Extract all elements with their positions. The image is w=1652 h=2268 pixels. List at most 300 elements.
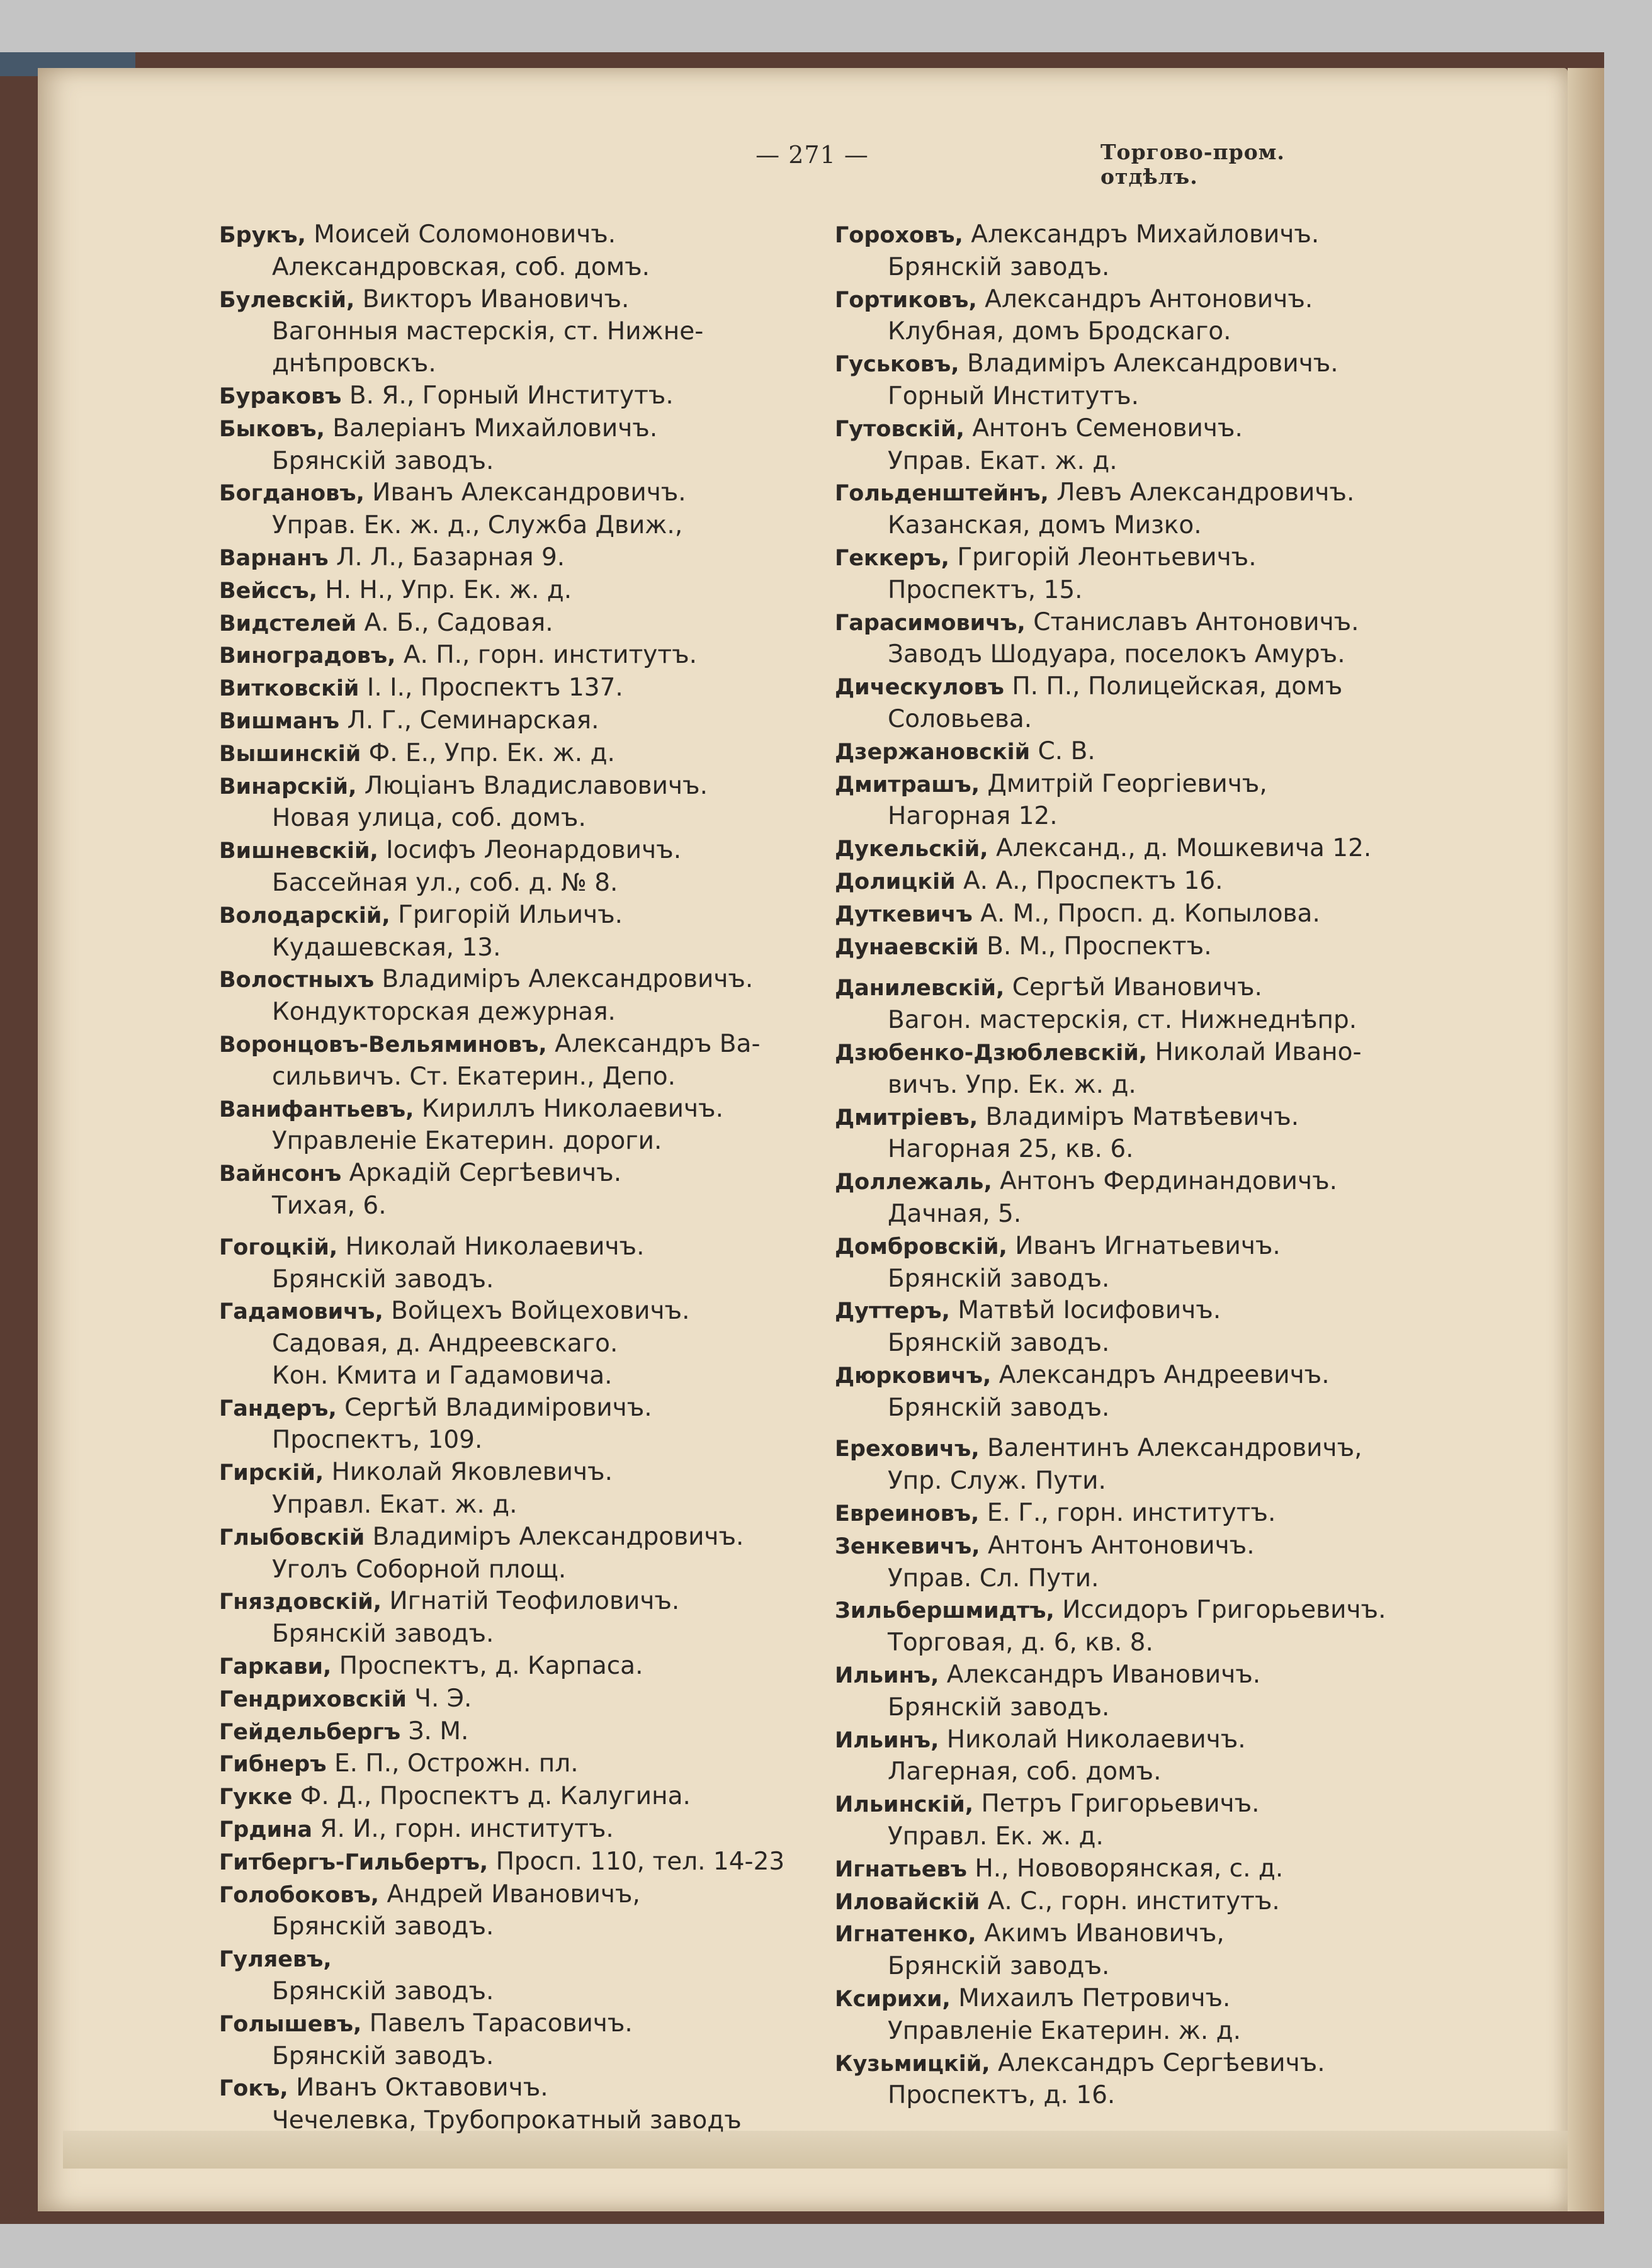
- right-column: [835, 219, 1458, 2112]
- entry-details: Иссидоръ Григорьевичъ.: [1054, 1596, 1386, 1625]
- entry-details: Сергѣй Ивановичъ.: [1004, 973, 1262, 1002]
- entry-address-line: Кондукторская дежурная.: [272, 998, 616, 1027]
- entry-first-line: [219, 284, 823, 317]
- entry-first-line: [219, 1716, 823, 1749]
- directory-entry: [835, 607, 1458, 672]
- entry-details: А. С., горн. институтъ.: [980, 1887, 1280, 1915]
- entry-first-line: [835, 1983, 1458, 2016]
- entry-details: Петръ Григорьевичъ.: [973, 1790, 1260, 1819]
- entry-address-line: Брянскій заводъ.: [272, 1977, 494, 2006]
- entry-surname: Голышевъ,: [219, 2011, 362, 2037]
- entry-surname: Гейдельбергъ: [219, 1719, 401, 1745]
- entry-first-line: [835, 607, 1458, 640]
- entry-details: Николай Николаевичъ.: [337, 1232, 645, 1261]
- entry-address-line: Брянскій заводъ.: [888, 1329, 1110, 1358]
- entry-surname: Гольденштейнъ,: [835, 481, 1049, 507]
- entry-first-line: [219, 477, 823, 510]
- entry-details: Іосифъ Леонардовичъ.: [378, 836, 682, 865]
- entry-first-line: [835, 1102, 1458, 1134]
- entry-surname: Зенкевичъ,: [835, 1533, 980, 1559]
- entry-surname: Дмитріевъ,: [835, 1105, 978, 1131]
- directory-entry: [835, 2048, 1458, 2113]
- entry-first-line: [835, 1295, 1458, 1328]
- entry-surname: Дзержановскій: [835, 739, 1031, 765]
- entry-surname: Вайнсонъ: [219, 1161, 342, 1187]
- entry-details: Л. Г., Семинарская.: [339, 706, 599, 735]
- directory-entry: [219, 2008, 823, 2073]
- entry-address-line: Брянскій заводъ.: [272, 1912, 494, 1941]
- entry-first-line: [835, 1530, 1458, 1563]
- directory-entry: [219, 640, 823, 672]
- entry-details: Николай Яковлевичъ.: [324, 1458, 613, 1487]
- entry-details: Владиміръ Матвѣевичъ.: [978, 1102, 1299, 1131]
- entry-first-line: [219, 1814, 823, 1846]
- entry-address-line: Брянскій заводъ.: [272, 1265, 494, 1294]
- entry-address-line: Управл. Ек. ж. д.: [888, 1822, 1104, 1851]
- directory-entry: [219, 575, 823, 607]
- entry-details: А. А., Проспектъ 16.: [955, 866, 1223, 895]
- entry-surname: Дуттеръ,: [835, 1299, 950, 1324]
- directory-entry: [835, 898, 1458, 931]
- entry-surname: Данилевскій,: [835, 976, 1005, 1001]
- entry-address-line: Лагерная, соб. домъ.: [888, 1757, 1162, 1786]
- entry-address-line: Управ. Сл. Пути.: [888, 1564, 1099, 1593]
- entry-details: Левъ Александровичъ.: [1048, 478, 1355, 507]
- directory-entry: [219, 1457, 823, 1521]
- entry-details: Акимъ Ивановичъ,: [976, 1919, 1225, 1948]
- entry-first-line: [835, 1918, 1458, 1951]
- entry-first-line: [219, 1650, 823, 1683]
- entry-surname: Дмитрашъ,: [835, 772, 980, 798]
- entry-surname: Долицкій: [835, 869, 956, 894]
- entry-surname: Гутовскій,: [835, 416, 965, 442]
- entry-first-line: [219, 1781, 823, 1814]
- entry-address-line: Управленіе Екатерин. дороги.: [272, 1127, 662, 1156]
- entry-first-line: [219, 640, 823, 672]
- entry-address-line: Соловьева.: [888, 704, 1032, 733]
- entry-first-line: [219, 1683, 823, 1716]
- entry-surname: Дукельскій,: [835, 837, 988, 862]
- directory-entry: [835, 1231, 1458, 1295]
- directory-entry: [835, 1983, 1458, 2048]
- entry-surname: Гуляевъ,: [219, 1947, 332, 1973]
- entry-details: А. П., горн. институтъ.: [395, 641, 698, 670]
- entry-address-line: Александровская, соб. домъ.: [272, 252, 650, 281]
- entry-address-line: Брянскій заводъ.: [888, 1264, 1110, 1293]
- entry-first-line: [219, 1029, 823, 1061]
- directory-entry: [835, 1433, 1458, 1498]
- entry-first-line: [219, 1943, 823, 1976]
- entry-details: Андрей Ивановичъ,: [379, 1880, 640, 1909]
- entry-surname: Гуськовъ,: [835, 352, 959, 378]
- entry-surname: Гендриховскій: [219, 1686, 407, 1712]
- entry-details: Просп. 110, тел. 14-23: [488, 1847, 785, 1876]
- entry-details: Проспектъ, д. Карпаса.: [331, 1652, 643, 1681]
- entry-first-line: [835, 219, 1458, 252]
- entry-details: Я. И., горн. институтъ.: [312, 1815, 614, 1844]
- directory-entry: [835, 348, 1458, 413]
- entry-surname: Видстелей: [219, 611, 357, 636]
- entry-address-line: Горный Институтъ.: [888, 381, 1140, 410]
- entry-details: Войцехъ Войцеховичъ.: [383, 1297, 690, 1326]
- entry-first-line: [835, 1498, 1458, 1530]
- entry-details: Владиміръ Александровичъ.: [365, 1522, 744, 1551]
- directory-entry: [835, 833, 1458, 866]
- directory-entry: [219, 1158, 823, 1222]
- directory-entry: [219, 1392, 823, 1457]
- entry-address-line: Чечелевка, Трубопрокатный заводъ: [272, 2106, 742, 2135]
- entry-address-line: Новая улица, соб. домъ.: [272, 804, 586, 833]
- directory-entry: [219, 477, 823, 542]
- entry-surname: Гаркави,: [219, 1654, 332, 1680]
- directory-entry: [835, 931, 1458, 964]
- entry-address-line: Упр. Служ. Пути.: [888, 1467, 1106, 1496]
- entry-surname: Брукъ,: [219, 223, 306, 248]
- entry-details: Н. Н., Упр. Ек. ж. д.: [317, 575, 572, 604]
- entry-surname: Володарскій,: [219, 903, 390, 928]
- entry-surname: Гарасимовичъ,: [835, 610, 1026, 636]
- directory-entry: [835, 1037, 1458, 1102]
- entry-details: Иванъ Александровичъ.: [364, 478, 686, 507]
- entry-address-line: сильвичъ. Ст. Екатерин., Депо.: [272, 1062, 676, 1091]
- entry-address-line: Торговая, д. 6, кв. 8.: [888, 1628, 1153, 1657]
- entry-surname: Ксирихи,: [835, 1987, 951, 2012]
- directory-entry: [219, 738, 823, 770]
- entry-details: І. І., Проспектъ 137.: [359, 674, 623, 702]
- entry-details: Е. Г., горн. институтъ.: [979, 1499, 1276, 1528]
- entry-address-line: Управл. Екат. ж. д.: [272, 1491, 518, 1520]
- entry-details: Ф. Д., Проспектъ д. Калугина.: [292, 1782, 691, 1811]
- entry-surname: Гокъ,: [219, 2076, 288, 2102]
- directory-entry: [219, 1650, 823, 1683]
- entry-surname: Бураковъ: [219, 383, 342, 409]
- entry-first-line: [219, 1586, 823, 1618]
- entry-surname: Зильбершмидтъ,: [835, 1598, 1055, 1624]
- entry-surname: Ванифантьевъ,: [219, 1097, 414, 1122]
- entry-first-line: [835, 1594, 1458, 1627]
- directory-entry: [219, 1781, 823, 1814]
- left-column: [219, 219, 823, 2137]
- entry-details: Антонъ Семеновичъ.: [964, 414, 1243, 443]
- entry-details: Е. П., Острожн. пл.: [326, 1749, 579, 1778]
- entry-address-line: Кудашевская, 13.: [272, 933, 501, 962]
- entry-first-line: [835, 898, 1458, 931]
- entry-first-line: [835, 1659, 1458, 1692]
- directory-entry: [219, 705, 823, 738]
- entry-first-line: [219, 900, 823, 932]
- directory-entry: [219, 1029, 823, 1093]
- entry-first-line: [835, 866, 1458, 898]
- entry-details: Иванъ Игнатьевичъ.: [1007, 1231, 1281, 1260]
- entry-address-line: Клубная, домъ Бродскаго.: [888, 317, 1231, 346]
- entry-first-line: [219, 2072, 823, 2105]
- entry-surname: Геккеръ,: [835, 545, 949, 571]
- directory-entry: [835, 1918, 1458, 1983]
- entry-details: С. В.: [1030, 736, 1095, 765]
- directory-entry: [835, 477, 1458, 542]
- entry-surname: Игнатенко,: [835, 1922, 976, 1948]
- entry-first-line: [219, 607, 823, 640]
- entry-details: Григорій Леонтьевичъ.: [949, 543, 1257, 572]
- directory-entry: [219, 284, 823, 380]
- entry-first-line: [219, 2008, 823, 2041]
- entry-details: Матвѣй Іосифовичъ.: [949, 1296, 1221, 1325]
- entry-first-line: [835, 1886, 1458, 1919]
- directory-entry: [835, 1295, 1458, 1360]
- entry-surname: Вейссъ,: [219, 578, 318, 604]
- directory-entry: [219, 900, 823, 964]
- entry-first-line: [219, 380, 823, 413]
- entry-surname: Вишневскій,: [219, 838, 378, 864]
- entry-surname: Дуткевичъ: [835, 901, 973, 927]
- entry-first-line: [219, 672, 823, 705]
- entry-details: Николай Ивано-: [1147, 1037, 1362, 1066]
- entry-surname: Грдина: [219, 1817, 312, 1843]
- entry-details: В. Я., Горный Институтъ.: [341, 381, 674, 410]
- entry-address-line: Брянскій заводъ.: [272, 1620, 494, 1649]
- entry-first-line: [835, 2048, 1458, 2080]
- entry-surname: Булевскій,: [219, 287, 355, 313]
- entry-first-line: [835, 1231, 1458, 1263]
- entry-details: Михаилъ Петровичъ.: [950, 1984, 1231, 2013]
- entry-surname: Глыбовскій: [219, 1525, 365, 1550]
- entry-details: Сергѣй Владиміровичъ.: [336, 1393, 652, 1422]
- entry-first-line: [835, 972, 1458, 1005]
- directory-entry: [219, 1093, 823, 1158]
- entry-details: Валеріанъ Михайловичъ.: [324, 414, 658, 443]
- directory-entry: [219, 542, 823, 575]
- entry-address-line: Брянскій заводъ.: [888, 1952, 1110, 1981]
- entry-details: Ч. Э.: [406, 1684, 472, 1713]
- entry-surname: Игнатьевъ: [835, 1856, 967, 1882]
- entry-first-line: [219, 1158, 823, 1190]
- entry-surname: Воронцовъ-Вельяминовъ,: [219, 1032, 547, 1058]
- directory-entry: [219, 219, 823, 284]
- directory-entry: [835, 1853, 1458, 1886]
- entry-address-line: Заводъ Шодуара, поселокъ Амуръ.: [888, 640, 1345, 669]
- entry-surname: Голобоковъ,: [219, 1882, 380, 1908]
- entry-details: Станиславъ Антоновичъ.: [1025, 607, 1359, 636]
- entry-first-line: [219, 1748, 823, 1781]
- directory-entry: [219, 1943, 823, 2008]
- page-edges: [1568, 68, 1604, 2211]
- entry-details: Аркадій Сергѣевичъ.: [341, 1159, 622, 1188]
- entry-details: В. М., Проспектъ.: [978, 932, 1212, 961]
- entry-details: Александръ Ивановичъ.: [939, 1661, 1261, 1690]
- directory-entry: [219, 964, 823, 1029]
- directory-entry: [219, 413, 823, 478]
- directory-entry: [835, 1788, 1458, 1853]
- entry-surname: Варнанъ: [219, 545, 329, 571]
- directory-entry: [835, 1659, 1458, 1724]
- entry-first-line: [219, 1521, 823, 1554]
- entry-surname: Витковскій: [219, 676, 359, 702]
- entry-surname: Кузьмицкій,: [835, 2051, 990, 2077]
- entry-address-line: Брянскій заводъ.: [272, 2041, 494, 2070]
- entry-details: Игнатій Теофиловичъ.: [382, 1587, 680, 1616]
- section-title: Торгово-пром. отдѣлъ.: [1100, 140, 1285, 189]
- entry-details: А. М., Просп. д. Копылова.: [972, 899, 1320, 928]
- entry-surname: Гогоцкій,: [219, 1234, 338, 1260]
- entry-first-line: [835, 769, 1458, 801]
- entry-first-line: [219, 1093, 823, 1126]
- directory-entry: [219, 1846, 823, 1879]
- entry-first-line: [835, 1853, 1458, 1886]
- entry-first-line: [835, 1433, 1458, 1465]
- entry-first-line: [835, 1360, 1458, 1392]
- entry-surname: Вышинскій: [219, 741, 361, 767]
- entry-surname: Быковъ,: [219, 416, 325, 442]
- entry-surname: Гитбергъ-Гильбертъ,: [219, 1849, 489, 1875]
- entry-address-line: Управ. Ек. ж. д., Служба Движ.,: [272, 511, 683, 540]
- entry-first-line: [219, 1231, 823, 1264]
- entry-address-line: Вагонныя мастерскія, ст. Нижне-: [272, 317, 704, 346]
- entry-address-line: Уголъ Соборной площ.: [272, 1555, 567, 1584]
- entry-details: Александръ Сергѣевичъ.: [990, 2048, 1325, 2077]
- directory-entry: [835, 542, 1458, 607]
- entry-address-line: Садовая, д. Андреевскаго.: [272, 1329, 618, 1358]
- entry-details: Александръ Михайловичъ.: [963, 220, 1320, 249]
- entry-surname: Гукке: [219, 1785, 293, 1810]
- directory-entry: [835, 1530, 1458, 1595]
- directory-entry: [219, 2072, 823, 2137]
- directory-entry: [219, 380, 823, 413]
- directory-entry: [835, 1102, 1458, 1166]
- directory-entry: [219, 1716, 823, 1749]
- entry-address-line: Проспектъ, 109.: [272, 1426, 483, 1455]
- entry-details: Люціанъ Владиславовичъ.: [356, 771, 708, 800]
- entry-surname: Гандеръ,: [219, 1396, 337, 1421]
- entry-first-line: [219, 738, 823, 770]
- entry-surname: Вишманъ: [219, 708, 340, 734]
- directory-entry: [219, 672, 823, 705]
- directory-entry: [835, 219, 1458, 284]
- entry-surname: Ереховичъ,: [835, 1436, 980, 1462]
- entry-surname: Ильинъ,: [835, 1727, 939, 1753]
- entry-first-line: [835, 1724, 1458, 1757]
- directory-entry: [835, 1166, 1458, 1231]
- letter-gap: [219, 1222, 823, 1231]
- entry-first-line: [219, 1879, 823, 1912]
- entry-details: А. Б., Садовая.: [356, 608, 553, 637]
- directory-entry: [219, 1295, 823, 1392]
- directory-entry: [835, 866, 1458, 898]
- entry-surname: Иловайскій: [835, 1889, 980, 1915]
- directory-entry: [219, 770, 823, 835]
- entry-address-line: Кон. Кмита и Гадамовича.: [272, 1361, 613, 1390]
- directory-entry: [835, 284, 1458, 349]
- entry-first-line: [219, 964, 823, 996]
- entry-first-line: [219, 705, 823, 738]
- entry-surname: Ильинскій,: [835, 1792, 974, 1818]
- entry-first-line: [219, 770, 823, 803]
- entry-surname: Гибнеръ: [219, 1752, 327, 1778]
- entry-first-line: [835, 284, 1458, 317]
- directory-entry: [835, 413, 1458, 478]
- directory-entry: [835, 769, 1458, 833]
- entry-surname: Евреиновъ,: [835, 1501, 980, 1527]
- entry-first-line: [219, 575, 823, 607]
- entry-address-line: Брянскій заводъ.: [888, 1693, 1110, 1722]
- entry-first-line: [835, 1788, 1458, 1821]
- entry-first-line: [835, 833, 1458, 866]
- entry-first-line: [219, 542, 823, 575]
- entry-details: Павелъ Тарасовичъ.: [361, 2009, 633, 2038]
- entry-surname: Гняздовскій,: [219, 1589, 382, 1615]
- entry-first-line: [219, 219, 823, 252]
- entry-first-line: [219, 413, 823, 446]
- entry-address-line: Дачная, 5.: [888, 1199, 1022, 1228]
- entry-details: Л. Л., Базарная 9.: [328, 543, 565, 572]
- directory-entry: [835, 1360, 1458, 1425]
- entry-surname: Домбровскій,: [835, 1234, 1007, 1260]
- entry-first-line: [835, 1166, 1458, 1199]
- directory-entry: [835, 1886, 1458, 1919]
- entry-address-line: Нагорная 12.: [888, 802, 1058, 831]
- entry-details: Валентинъ Александровичъ,: [979, 1434, 1362, 1463]
- entry-first-line: [835, 931, 1458, 964]
- page-number: — 271 —: [755, 141, 869, 169]
- directory-entry: [835, 972, 1458, 1037]
- entry-address-line: днѣпровскъ.: [272, 349, 436, 378]
- entry-first-line: [835, 1037, 1458, 1069]
- entry-details: Владиміръ Александровичъ.: [374, 965, 754, 994]
- directory-entry: [219, 1231, 823, 1296]
- entry-surname: Гороховъ,: [835, 223, 963, 248]
- entry-surname: Гирскій,: [219, 1460, 324, 1486]
- directory-entry: [835, 736, 1458, 769]
- entry-details: Николай Николаевичъ.: [939, 1725, 1246, 1754]
- directory-entry: [835, 671, 1458, 736]
- entry-first-line: [219, 835, 823, 867]
- directory-entry: [219, 1814, 823, 1846]
- entry-first-line: [835, 348, 1458, 381]
- entry-surname: Дунаевскій: [835, 934, 979, 960]
- entry-surname: Гадамовичъ,: [219, 1299, 383, 1325]
- entry-first-line: [219, 1295, 823, 1328]
- entry-details: З. М.: [400, 1717, 469, 1746]
- entry-surname: Дюрковичъ,: [835, 1363, 992, 1389]
- entry-first-line: [835, 477, 1458, 510]
- entry-address-line: Проспектъ, 15.: [888, 575, 1083, 604]
- entry-first-line: [835, 413, 1458, 446]
- entry-address-line: Вагон. мастерскія, ст. Нижнеднѣпр.: [888, 1006, 1357, 1035]
- entry-details: Александръ Андреевичъ.: [991, 1360, 1330, 1389]
- entry-first-line: [835, 736, 1458, 769]
- directory-entry: [219, 1879, 823, 1944]
- entry-address-line: Управленіе Екатерин. ж. д.: [888, 2016, 1242, 2045]
- entry-address-line: Брянскій заводъ.: [888, 1393, 1110, 1422]
- entry-surname: Ильинъ,: [835, 1663, 939, 1689]
- entry-details: Кириллъ Николаевичъ.: [414, 1094, 724, 1123]
- entry-surname: Гортиковъ,: [835, 287, 977, 313]
- entry-first-line: [219, 1846, 823, 1879]
- entry-details: Моисей Соломоновичъ.: [305, 220, 616, 249]
- entry-surname: Дическуловъ: [835, 675, 1004, 701]
- entry-surname: Дзюбенко-Дзюблевскій,: [835, 1040, 1148, 1066]
- entry-details: Александръ Антоновичъ.: [976, 285, 1313, 313]
- entry-first-line: [219, 1457, 823, 1489]
- entry-details: Владиміръ Александровичъ.: [959, 349, 1338, 378]
- entry-address-line: вичъ. Упр. Ек. ж. д.: [888, 1070, 1136, 1099]
- entry-details: Григорій Ильичъ.: [390, 900, 623, 929]
- directory-entry: [219, 1521, 823, 1586]
- entry-details: Антонъ Антоновичъ.: [980, 1531, 1255, 1560]
- entry-details: Александ., д. Мошкевича 12.: [988, 834, 1372, 863]
- entry-details: Н., Нововорянская, с. д.: [966, 1854, 1284, 1883]
- directory-entry: [219, 1683, 823, 1716]
- entry-details: Ф. Е., Упр. Ек. ж. д.: [361, 738, 615, 767]
